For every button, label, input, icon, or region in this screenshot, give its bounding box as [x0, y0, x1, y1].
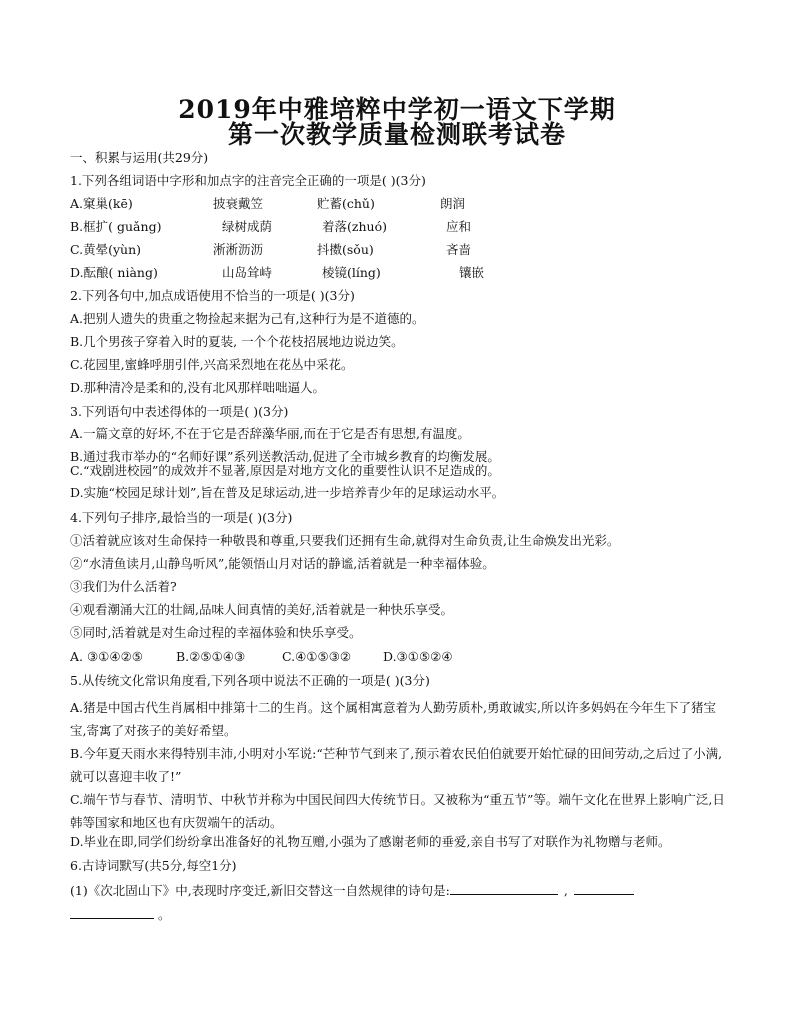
q1-c-word3: 抖擞(sǒu) — [317, 242, 374, 257]
q1-stem: 1.下列各组词语中字形和加点字的注音完全正确的一项是( )(3分) — [70, 173, 426, 188]
q1-c-word2: 淅淅沥沥 — [213, 242, 264, 257]
q4-sentence-3: ③我们为什么活着? — [70, 579, 177, 594]
q3-option-d: D.实施“校园足球计划”,旨在普及足球运动,进一步培养青少年的足球运动水平。 — [70, 485, 505, 500]
q4-choice-d: D.③①⑤②④ — [383, 649, 453, 664]
q1-d-word1: D.酝酿( niàng) — [70, 265, 158, 280]
answer-blank-3[interactable] — [70, 906, 154, 919]
q1-d-word3: 棱镜(líng) — [322, 265, 381, 280]
q1-a-word1: A.窠巢(kē) — [70, 196, 133, 211]
q6-item-1-comma: , — [563, 883, 568, 898]
q4-sentence-2: ②“水清鱼读月,山静鸟听风”,能领悟山月对话的静谧,活着就是一种幸福体验。 — [70, 556, 495, 571]
q4-choice-b: B.②⑤①④③ — [176, 649, 246, 664]
q5-option-d: D.毕业在即,同学们纷纷拿出准备好的礼物互赠,小强为了感谢老师的垂爱,亲自书写了对联作为礼物赠与老师。 — [70, 834, 671, 849]
q6-item-1-continued — [70, 906, 171, 923]
q4-stem: 4.下列句子排序,最恰当的一项是( )(3分) — [70, 510, 293, 525]
q6-stem: 6.古诗词默写(共5分,每空1分) — [70, 858, 237, 873]
q1-b-word2: 绿树成荫 — [222, 219, 273, 234]
q3-option-a: A.一篇文章的好坏,不在于它是否辞藻华丽,而在于它是否有思想,有温度。 — [70, 426, 470, 441]
answer-blank-1[interactable] — [450, 882, 558, 895]
q4-sentence-4: ④观看潮涌大江的壮阔,品味人间真情的美好,活着就是一种快乐享受。 — [70, 602, 453, 617]
q1-a-word4: 朗润 — [440, 196, 466, 211]
answer-blank-2[interactable] — [574, 882, 634, 895]
q5-option-b: B.今年夏天雨水来得特别丰沛,小明对小军说:“芒种节气到来了,预示着农民伯伯就要开始忙碌的田间劳动,之后过了小满,就可以喜迎丰收了!” — [70, 746, 723, 784]
exam-title-line-1: 2019年中雅培粹中学初一语文下学期 — [178, 95, 616, 124]
q2-option-c: C.花园里,蜜蜂呼朋引伴,兴高采烈地在花丛中采花。 — [70, 357, 354, 372]
q6-item-1-period: 。 — [158, 907, 171, 922]
q3-option-c: C.“戏剧进校园”的成效并不显著,原因是对地方文化的重要性认识不足造成的。 — [70, 463, 500, 478]
q1-a-word3: 贮蓄(chǔ) — [317, 196, 375, 211]
q4-choice-a: A. ③①④②⑤ — [70, 649, 144, 664]
q4-sentence-5: ⑤同时,活着就是对生命过程的幸福体验和快乐享受。 — [70, 625, 362, 640]
q1-d-word2: 山岛耸峙 — [222, 265, 273, 280]
q4-choice-c: C.④①⑤③② — [282, 649, 352, 664]
q1-b-word3: 着落(zhuó) — [322, 219, 387, 234]
exam-title-line-2: 第一次教学质量检测联考试卷 — [227, 120, 566, 149]
q3-option-b: B.通过我市举办的“名师好课”系列送教活动,促进了全市城乡教育的均衡发展。 — [70, 449, 500, 464]
section-heading: 一、积累与运用(共29分) — [70, 150, 209, 165]
q2-stem: 2.下列各句中,加点成语使用不恰当的一项是( )(3分) — [70, 288, 355, 303]
q3-stem: 3.下列语句中表述得体的一项是( )(3分) — [70, 404, 289, 419]
q1-a-word2: 披衰戴笠 — [213, 196, 264, 211]
q5-option-c: C.端午节与春节、清明节、中秋节并称为中国民间四大传统节日。又被称为“重五节”等。端午文化在世界上影响广泛,日韩等国家和地区也有庆贺端午的活动。 — [70, 792, 725, 830]
q2-option-b: B.几个男孩子穿着入时的夏装, 一个个花枝招展地边说边笑。 — [70, 334, 404, 349]
q1-d-word4: 镶嵌 — [459, 265, 485, 280]
q5-stem: 5.从传统文化常识角度看,下列各项中说法不正确的一项是( )(3分) — [70, 673, 430, 688]
q2-option-a: A.把别人遗失的贵重之物捡起来据为己有,这种行为是不道德的。 — [70, 311, 425, 326]
q2-option-d: D.那种清冷是柔和的,没有北风那样咄咄逼人。 — [70, 380, 326, 395]
q6-item-1 — [70, 882, 634, 899]
q1-b-word1: B.框扩( guǎng) — [70, 219, 162, 234]
q5-option-a: A.猪是中国古代生肖属相中排第十二的生肖。这个属相寓意着为人勤劳质朴,勇敢诚实,所以许多妈妈在今年生下了猪宝宝,寄寓了对孩子的美好希望。 — [70, 700, 716, 738]
q1-b-word4: 应和 — [446, 219, 472, 234]
q6-item-1-prompt: (1)《次北固山下》中,表现时序变迁,新旧交替这一自然规律的诗句是: — [70, 883, 450, 898]
q1-c-word4: 吝啬 — [446, 242, 472, 257]
q1-c-word1: C.黄晕(yùn) — [70, 242, 142, 257]
q4-sentence-1: ①活着就应该对生命保持一种敬畏和尊重,只要我们还拥有生命,就得对生命负责,让生命焕发出光彩。 — [70, 533, 620, 548]
